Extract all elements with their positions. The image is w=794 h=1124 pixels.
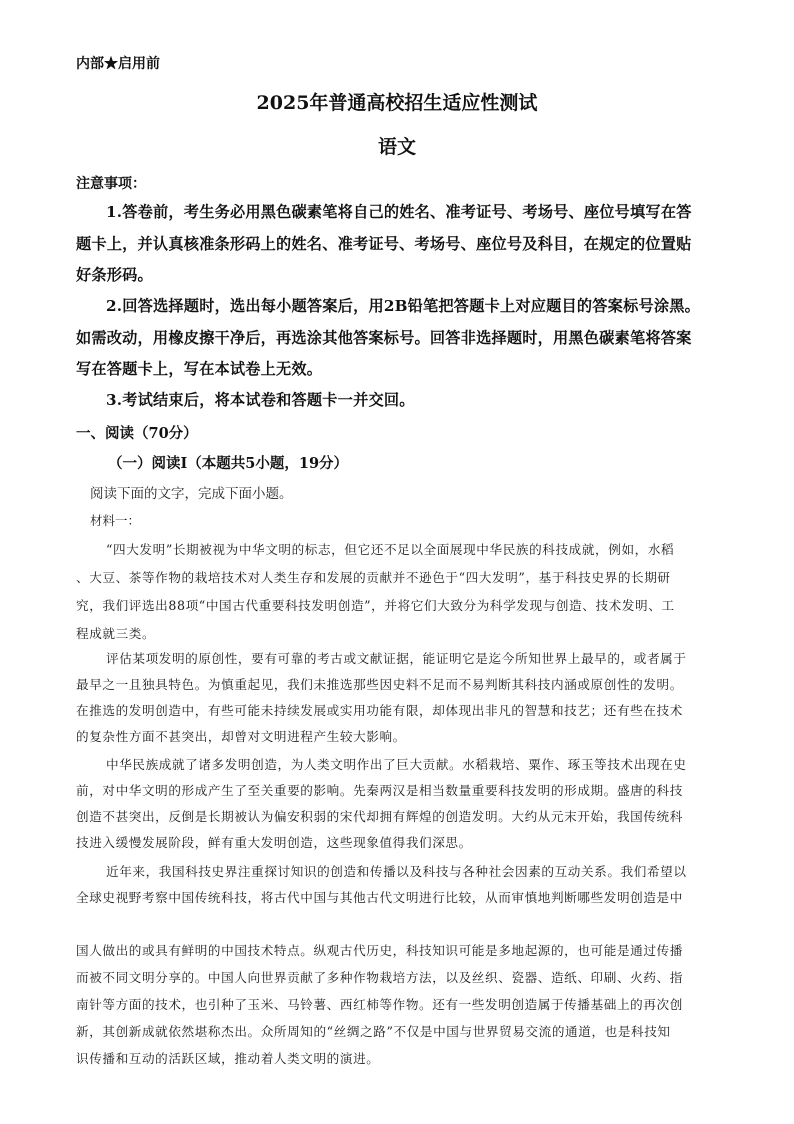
body-line: 的复杂性方面不甚突出，却曾对文明进程产生较大影响。 [76,729,406,744]
notes-line: 3.考试结束后，将本试卷和答题卡一并交回。 [106,391,415,409]
subsection-title: （一）阅读I（本题共5小题，19分） [108,455,349,472]
body-line: 在推选的发明创造中，有些可能未持续发展或实用功能有限，却体现出非凡的智慧和技艺；还有些在技术 [76,703,683,718]
body-line: 最早之一且独具特色。为慎重起见，我们未推选那些因史料不足而不易判断其科技内涵或原创性的发明。 [76,677,683,692]
notes-line: 如需改动，用橡皮擦干净后，再选涂其他答案标号。回答非选择题时，用黑色碳素笔将答案 [76,329,692,347]
body-line: 中华民族成就了诸多发明创造，为人类文明作出了巨大贡献。水稻栽培、粟作、琢玉等技术出现在史 [106,757,687,772]
body-line: 创造不甚突出，反倒是长期被认为偏安积弱的宋代却拥有辉煌的创造发明。大约从元末开始，我国传统科 [76,809,683,824]
body-line: 程成就三类。 [76,626,156,641]
body-line: 前，对中华文明的形成产生了至关重要的影响。先秦两汉是相当数量重要科技发明的形成期。盛唐的科技 [76,783,683,798]
body-line: 全球史视野考察中国传统科技，将古代中国与其他古代文明进行比较，从而审慎地判断哪些发明创造是中 [76,890,683,905]
notes-line: 好条形码。 [76,266,153,284]
body-line: 评估某项发明的原创性，要有可靠的考古或文献证据，能证明它是迄今所知世界上最早的，或者属于 [106,651,687,666]
body-line: 识传播和互动的活跃区域，推动着人类文明的演进。 [76,1051,380,1066]
notes-heading: 注意事项： [76,176,146,192]
section-title: 一、阅读（70分） [76,425,198,442]
body-line: 新，其创新成就依然堪称杰出。众所周知的“丝绸之路”不仅是中国与世界贸易交流的通道，也是科技知 [76,1024,671,1039]
exam-title: 2025年普通高校招生适应性测试 [256,92,538,114]
body-line: 而被不同文明分享的。中国人向世界贡献了多种作物栽培方法，以及丝织、瓷器、造纸、印刷、火药、指 [76,970,683,985]
notes-line: 题卡上，并认真核准条形码上的姓名、准考证号、考场号、座位号及科目，在规定的位置贴 [76,235,692,253]
body-line: 究，我们评选出88项“中国古代重要科技发明创造”，并将它们大致分为科学发现与创造、技术发明、工 [76,598,675,613]
subject-title: 语文 [377,136,416,158]
material-label: 材料一： [90,513,141,528]
instruction-text: 阅读下面的文字，完成下面小题。 [90,486,293,502]
notes-line: 写在答题卡上，写在本试卷上无效。 [76,360,323,378]
body-line: 、大豆、茶等作物的栽培技术对人类生存和发展的贡献并不逊色于“四大发明”，基于科技史界的长期研 [76,570,671,585]
body-line: 南针等方面的技术，也引种了玉米、马铃薯、西红柿等作物。还有一些发明创造属于传播基础上的再次创 [76,997,683,1012]
body-line: 国人做出的或具有鲜明的中国技术特点。纵观古代历史，科技知识可能是多地起源的，也可能是通过传播 [76,943,683,958]
notes-line: 1.答卷前，考生务必用黑色碳素笔将自己的姓名、准考证号、考场号、座位号填写在答 [106,203,692,221]
body-line: 技进入缓慢发展阶段，鲜有重大发明创造，这些现象值得我们深思。 [76,835,472,850]
body-line: 近年来，我国科技史界注重探讨知识的创造和传播以及科技与各种社会因素的互动关系。我们希望以 [106,864,687,879]
notes-line: 2.回答选择题时，选出每小题答案后，用2B铅笔把答题卡上对应题目的答案标号涂黑。 [106,297,701,315]
confidential-label: 内部★启用前 [76,56,160,72]
body-line: “四大发明”长期被视为中华文明的标志，但它还不足以全面展现中华民族的科技成就，例如，水稻 [106,542,675,557]
